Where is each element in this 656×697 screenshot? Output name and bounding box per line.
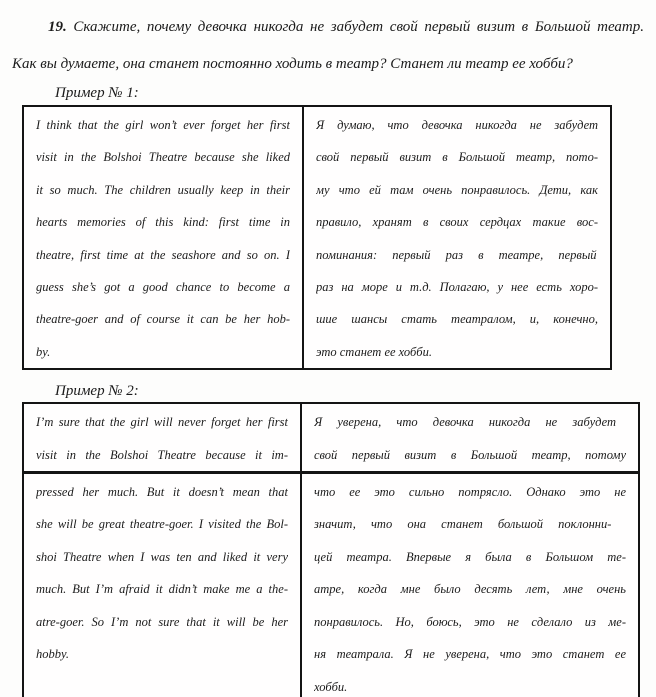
russian-cell-example-1 [304,107,610,368]
table-row-below-page-break [24,474,638,697]
text-line: much. But I’m afraid it didn’t make me a the- [36,582,288,597]
text-line: pressed her much. But it doesn’t mean that [36,485,288,500]
text-line: I think that the girl won’t ever forget her first [36,118,290,132]
text-line: hobby. [36,647,69,662]
text-line: atre-goer. So I’m not sure that it will be her [36,614,288,629]
text-line: visit in the Bolshoi Theatre because she liked [36,150,290,165]
text-line: by. [36,344,51,359]
text-line: раз на море и т.д. Полагаю, у нее есть хоро- [316,280,598,295]
text-line: поминания: первый раз в театре, первый [316,247,597,262]
text-line: shoi Theatre when I was ten and liked it very [36,549,288,564]
text-line: visit in the Bolshoi Theatre because it im- [36,447,288,462]
russian-cell-example-2-top [302,404,638,471]
example-2-table [22,402,640,697]
text-line: свой первый визит в Большой театр, потому [314,447,626,462]
english-cell-example-2-bottom [24,474,302,697]
exercise-question [12,9,644,83]
question-number: 19. [48,19,67,35]
text-line: это станет ее хобби. [316,344,432,359]
text-line: правило, хранят в своих сердцах такие вос- [316,215,598,230]
text-line: guess she’s got a good chance to become a [36,280,290,295]
table-row-above-page-break [24,404,638,474]
text-line: понравилось. Но, боюсь, это не сделало из ме- [314,614,626,629]
text-line: Я уверена, что девочка никогда не забудет [314,415,616,430]
example-1-label: Пример № 1: [55,85,139,101]
text-line: Я думаю, что девочка никогда не забудет [316,118,598,132]
example-2-label: Пример № 2: [55,383,139,400]
text-line: значит, что она станет большой поклонни- [314,517,612,532]
question-line-2: Как вы думаете, она станет постоянно ходить в театр? Станет ли театр ее хобби? [12,56,573,72]
example-1-table [22,105,612,370]
text-line: свой первый визит в Большой театр, пото- [316,150,598,165]
english-cell-example-1 [24,107,304,368]
table-row [24,107,610,368]
question-text: Скажите, почему девочка никогда не забудет свой первый визит в Большой театр. [73,19,644,35]
text-line: she will be great theatre-goer. I visited the Bol- [36,517,288,532]
text-line: theatre, first time at the seashore and so on. I [36,247,290,262]
text-line: хобби. [314,679,348,694]
text-line: что ее это сильно потрясло. Однако это не [314,485,626,500]
text-line: ня театрала. Я не уверена, что это станет ее [314,647,626,662]
text-line: theatre-goer and of course it can be her hob- [36,312,290,327]
text-line: I’m sure that the girl will never forget her first [36,415,288,430]
text-line: цей театра. Впервые я была в Большом те- [314,549,626,564]
text-line: hearts memories of this kind: first time in [36,215,290,230]
question-line-1 [12,9,644,46]
text-line: атре, когда мне было десять лет, мне очень [314,582,626,597]
text-line: му что ей там очень понравилось. Дети, как [316,182,598,197]
english-cell-example-2-top [24,404,302,471]
text-line: шие шансы стать театралом, и, конечно, [316,312,598,327]
text-line: it so much. The children usually keep in their [36,182,290,197]
russian-cell-example-2-bottom [302,474,638,697]
